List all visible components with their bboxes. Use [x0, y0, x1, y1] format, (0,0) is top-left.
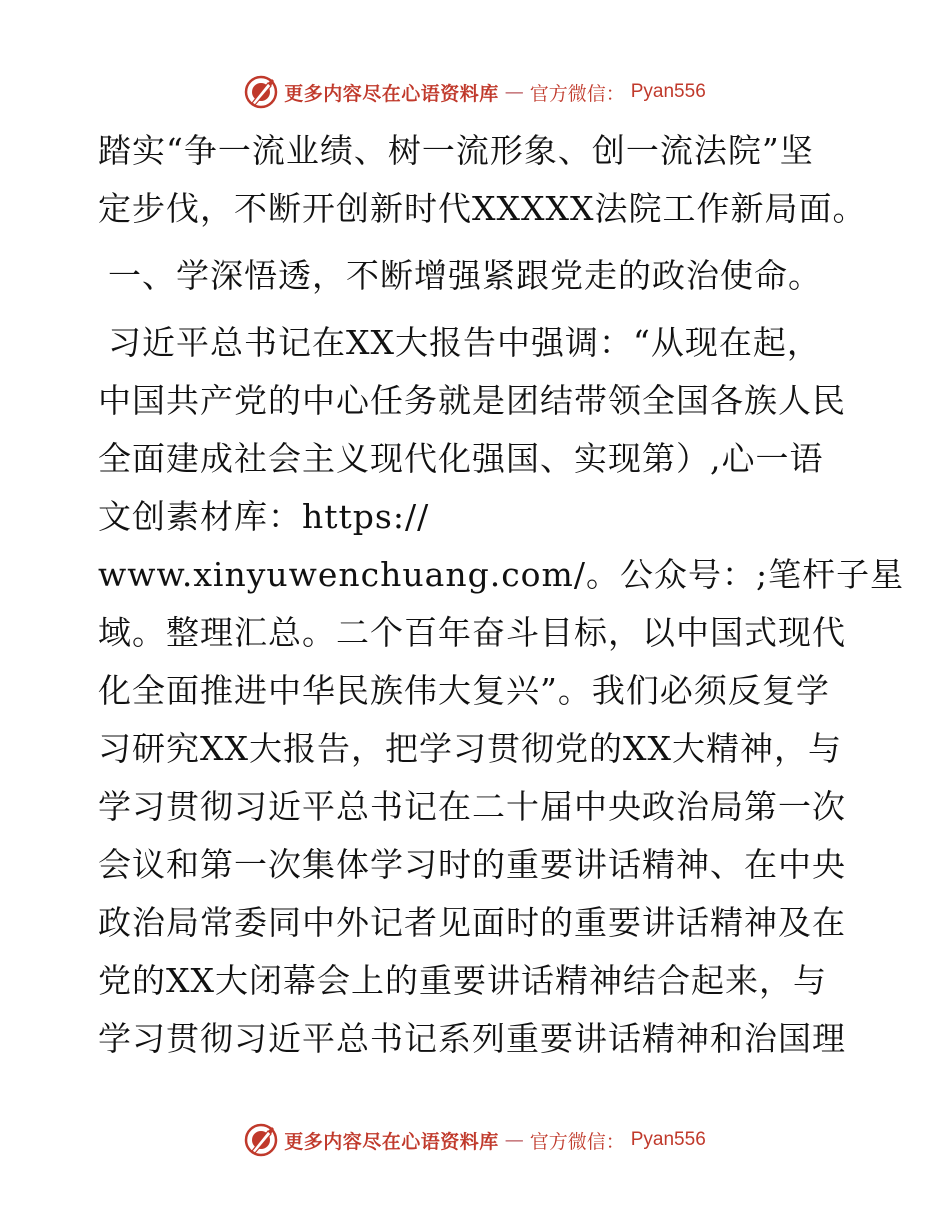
header-watermark: [0, 72, 950, 112]
text-line: 踏实“争一流业绩、树一流形象、创一流法院”坚: [98, 131, 814, 170]
section-heading: 一、学深悟透，不断增强紧跟党走的政治使命。: [108, 256, 822, 295]
paragraph-line: 会议和第一次集体学习时的重要讲话精神、在中央: [98, 845, 846, 884]
document-body: [98, 122, 905, 1068]
watermark-wechat-id: Pyan556: [630, 81, 706, 102]
text-line: 定步伐，不断开创新时代XXXXX法院工作新局面。: [98, 189, 867, 228]
watermark-separator: —: [504, 1129, 524, 1151]
watermark-text: 更多内容尽在心语资料库: [284, 82, 499, 105]
paragraph-line: www.xinyuwenchuang.com/。公众号：;笔杆子星: [98, 555, 905, 594]
pen-logo-icon: [244, 1123, 278, 1157]
paragraph-line: 化全面推进中华民族伟大复兴”。我们必须反复学: [98, 671, 830, 710]
paragraph-line: 学习贯彻习近平总书记在二十届中央政治局第一次: [98, 787, 846, 826]
footer-watermark: [0, 1120, 950, 1160]
paragraph-line: 中国共产党的中心任务就是团结带领全国各族人民: [98, 381, 846, 420]
paragraph-line: 习近平总书记在XX大报告中强调：“从现在起，: [108, 323, 821, 362]
paragraph-line: 政治局常委同中外记者见面时的重要讲话精神及在: [98, 903, 846, 942]
watermark-label: 官方微信：: [529, 82, 625, 105]
paragraph-line: 党的XX大闭幕会上的重要讲话精神结合起来，与: [98, 961, 827, 1000]
paragraph-line: 域。整理汇总。二个百年奋斗目标，以中国式现代: [98, 613, 846, 652]
pen-logo-icon: [244, 75, 278, 109]
watermark-text: 更多内容尽在心语资料库: [284, 1130, 499, 1153]
paragraph-line: 习研究XX大报告，把学习贯彻党的XX大精神，与: [98, 729, 842, 768]
paragraph-line: 全面建成社会主义现代化强国、实现第）,心一语: [98, 439, 824, 478]
watermark-label: 官方微信：: [529, 1130, 625, 1153]
paragraph-line: 学习贯彻习近平总书记系列重要讲话精神和治国理: [98, 1019, 846, 1058]
watermark-wechat-id: Pyan556: [630, 1129, 706, 1150]
paragraph-line: 文创素材库：https://: [98, 497, 430, 536]
watermark-separator: —: [504, 81, 524, 103]
